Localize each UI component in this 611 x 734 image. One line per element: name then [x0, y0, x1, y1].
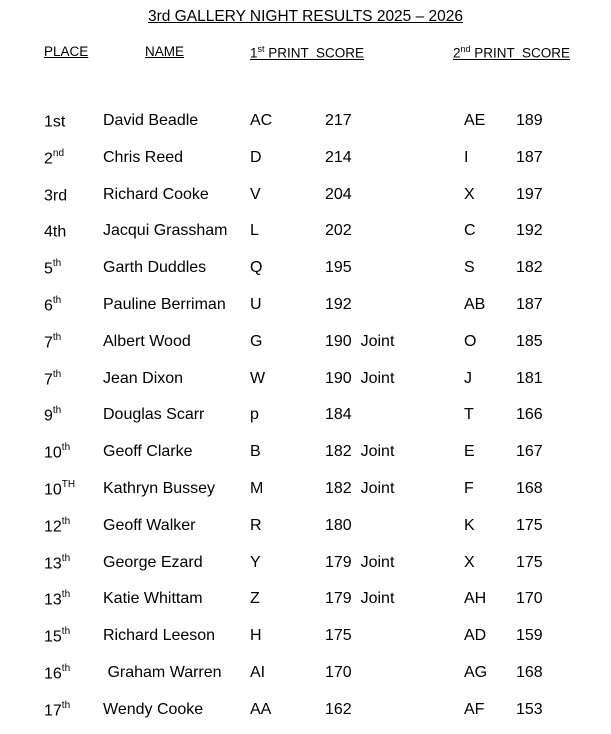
place-cell	[44, 333, 61, 352]
table-row	[0, 149, 611, 173]
place-suffix: nd	[52, 147, 65, 159]
second-score-cell: 189	[516, 112, 543, 129]
second-score-cell: 153	[516, 700, 543, 718]
second-print-cell: AG	[464, 664, 488, 681]
second-score-cell: 175	[516, 553, 543, 571]
header-second-print-number: 2	[453, 45, 461, 61]
second-print-cell: K	[464, 516, 475, 534]
place-cell	[44, 701, 70, 720]
first-score-cell: 180	[325, 516, 352, 534]
place-cell	[44, 627, 70, 646]
second-print-cell: C	[464, 222, 476, 240]
table-row	[0, 443, 611, 467]
table-row	[0, 112, 611, 136]
place-value: 7	[44, 370, 53, 388]
second-score-cell: 159	[516, 627, 543, 645]
place-value: 9	[44, 407, 53, 425]
name-cell: Graham Warren	[103, 664, 222, 681]
header-name: NAME	[145, 44, 185, 59]
second-print-cell: E	[464, 443, 475, 461]
place-value: 10	[44, 481, 62, 499]
second-print-cell: X	[464, 553, 475, 571]
place-suffix: th	[61, 663, 71, 674]
table-row	[0, 296, 611, 320]
place-suffix: th	[52, 368, 62, 380]
first-print-cell: B	[250, 443, 261, 461]
place-value: 10	[44, 444, 62, 462]
place-cell	[44, 664, 70, 683]
place-value: 12	[44, 518, 62, 536]
name-cell: Garth Duddles	[103, 259, 207, 277]
name-cell: Kathryn Bussey	[103, 480, 216, 497]
first-score-cell: 179 Joint	[325, 553, 395, 571]
place-cell	[44, 149, 64, 168]
first-print-cell: AA	[250, 700, 272, 718]
name-cell: Katie Whittam	[103, 590, 203, 608]
table-row	[0, 554, 611, 578]
second-score-cell: 197	[516, 185, 543, 203]
first-score-cell: 175	[325, 627, 352, 645]
place-value: 1st	[44, 113, 66, 131]
second-score-cell: 167	[516, 443, 543, 461]
place-suffix: th	[52, 258, 62, 270]
second-print-cell: S	[464, 259, 475, 277]
second-print-cell: AE	[464, 112, 486, 129]
place-value: 15	[44, 628, 62, 646]
first-print-cell: D	[250, 148, 262, 166]
first-score-cell: 202	[325, 222, 352, 240]
first-score-cell: 204	[325, 185, 352, 203]
first-print-cell: AI	[250, 664, 266, 681]
header-second-print-label: PRINT SCORE	[470, 45, 571, 61]
first-print-cell: M	[250, 480, 264, 497]
header-place: PLACE	[44, 44, 89, 59]
second-score-cell: 168	[516, 480, 543, 497]
first-score-cell: 217	[325, 112, 352, 129]
header-first-print-number: 1	[250, 45, 258, 61]
table-row	[0, 590, 611, 614]
first-score-cell: 170	[325, 664, 352, 681]
name-cell: Geoff Walker	[103, 516, 196, 534]
place-suffix: th	[61, 552, 71, 564]
second-score-cell: 185	[516, 332, 543, 350]
place-value: 6	[44, 297, 53, 315]
place-value: 16	[44, 665, 62, 683]
second-print-cell: O	[464, 332, 477, 350]
second-print-cell: I	[464, 148, 469, 166]
first-print-cell: Y	[250, 553, 261, 571]
first-print-cell: p	[250, 406, 259, 424]
name-cell: David Beadle	[103, 112, 199, 129]
place-suffix: th	[61, 626, 71, 638]
name-cell: Jean Dixon	[103, 369, 184, 387]
first-print-cell: R	[250, 516, 262, 534]
second-score-cell: 187	[516, 148, 543, 166]
place-cell	[44, 222, 66, 241]
name-cell: Douglas Scarr	[103, 406, 205, 424]
first-score-cell: 214	[325, 148, 352, 166]
place-value: 13	[44, 591, 62, 609]
first-score-cell: 179 Joint	[325, 590, 395, 608]
table-row	[0, 480, 611, 504]
place-suffix: th	[61, 699, 71, 711]
table-row	[0, 222, 611, 246]
place-cell	[44, 186, 67, 205]
first-score-cell: 162	[325, 700, 352, 718]
header-first-print-suffix: st	[257, 44, 265, 54]
first-print-cell: W	[250, 369, 266, 387]
second-print-cell: X	[464, 185, 475, 203]
second-score-cell: 166	[516, 406, 543, 424]
table-row	[0, 333, 611, 357]
first-score-cell: 190 Joint	[325, 332, 395, 350]
place-cell	[44, 554, 70, 573]
place-suffix: th	[61, 515, 71, 527]
first-score-cell: 182 Joint	[325, 443, 395, 461]
name-cell: George Ezard	[103, 553, 203, 571]
place-cell	[44, 480, 75, 499]
first-score-cell: 195	[325, 259, 352, 277]
table-row	[0, 370, 611, 394]
place-suffix: TH	[61, 479, 76, 490]
second-score-cell: 168	[516, 664, 543, 681]
name-cell: Wendy Cooke	[103, 700, 204, 718]
second-score-cell: 182	[516, 259, 543, 277]
second-print-cell: AB	[464, 296, 486, 313]
second-print-cell: F	[464, 480, 474, 497]
first-print-cell: L	[250, 222, 259, 240]
place-suffix: th	[61, 442, 71, 454]
name-cell: Pauline Berriman	[103, 296, 226, 313]
first-print-cell: AC	[250, 112, 273, 129]
table-row	[0, 664, 611, 688]
page-title: 3rd GALLERY NIGHT RESULTS 2025 – 2026	[147, 8, 464, 25]
second-print-cell: J	[464, 369, 472, 387]
table-row	[0, 406, 611, 430]
header-second-print-score	[453, 44, 570, 61]
name-cell: Geoff Clarke	[103, 443, 193, 461]
place-value: 4th	[44, 223, 67, 241]
place-cell	[44, 406, 61, 425]
place-value: 2	[44, 150, 53, 168]
second-score-cell: 187	[516, 296, 543, 313]
table-row	[0, 627, 611, 651]
second-print-cell: T	[464, 406, 474, 424]
first-print-cell: Z	[250, 590, 260, 608]
first-score-cell: 192	[325, 296, 352, 313]
place-suffix: th	[52, 405, 62, 417]
name-cell: Jacqui Grassham	[103, 222, 228, 240]
first-print-cell: G	[250, 332, 263, 350]
second-score-cell: 175	[516, 516, 543, 534]
place-cell	[44, 443, 70, 462]
table-row	[0, 701, 611, 725]
first-score-cell: 190 Joint	[325, 369, 395, 387]
header-first-print-label: PRINT SCORE	[264, 45, 365, 61]
second-score-cell: 192	[516, 222, 543, 240]
name-cell: Richard Cooke	[103, 185, 209, 203]
place-cell	[44, 112, 65, 131]
first-print-cell: V	[250, 185, 261, 203]
place-suffix: th	[61, 589, 71, 601]
second-score-cell: 181	[516, 369, 543, 387]
header-first-print-score	[250, 44, 364, 61]
second-score-cell: 170	[516, 590, 543, 608]
second-print-cell: AF	[464, 700, 485, 718]
place-cell	[44, 296, 61, 315]
table-row	[0, 259, 611, 283]
place-value: 7	[44, 334, 53, 352]
table-row	[0, 186, 611, 210]
place-suffix: th	[52, 295, 62, 306]
place-value: 3rd	[44, 186, 68, 204]
table-row	[0, 517, 611, 541]
first-print-cell: H	[250, 627, 262, 645]
header-second-print-suffix: nd	[460, 44, 471, 54]
place-suffix: th	[52, 331, 62, 343]
place-cell	[44, 259, 61, 278]
first-score-cell: 182 Joint	[325, 480, 395, 497]
first-print-cell: U	[250, 296, 262, 313]
place-value: 17	[44, 702, 62, 720]
first-print-cell: Q	[250, 259, 263, 277]
second-print-cell: AH	[464, 590, 487, 608]
place-cell	[44, 370, 61, 389]
place-value: 5	[44, 260, 53, 278]
name-cell: Richard Leeson	[103, 627, 216, 645]
place-value: 13	[44, 554, 62, 572]
name-cell: Albert Wood	[103, 332, 191, 350]
first-score-cell: 184	[325, 406, 352, 424]
place-cell	[44, 517, 70, 536]
place-cell	[44, 590, 70, 609]
name-cell: Chris Reed	[103, 148, 184, 166]
second-print-cell: AD	[464, 627, 487, 645]
